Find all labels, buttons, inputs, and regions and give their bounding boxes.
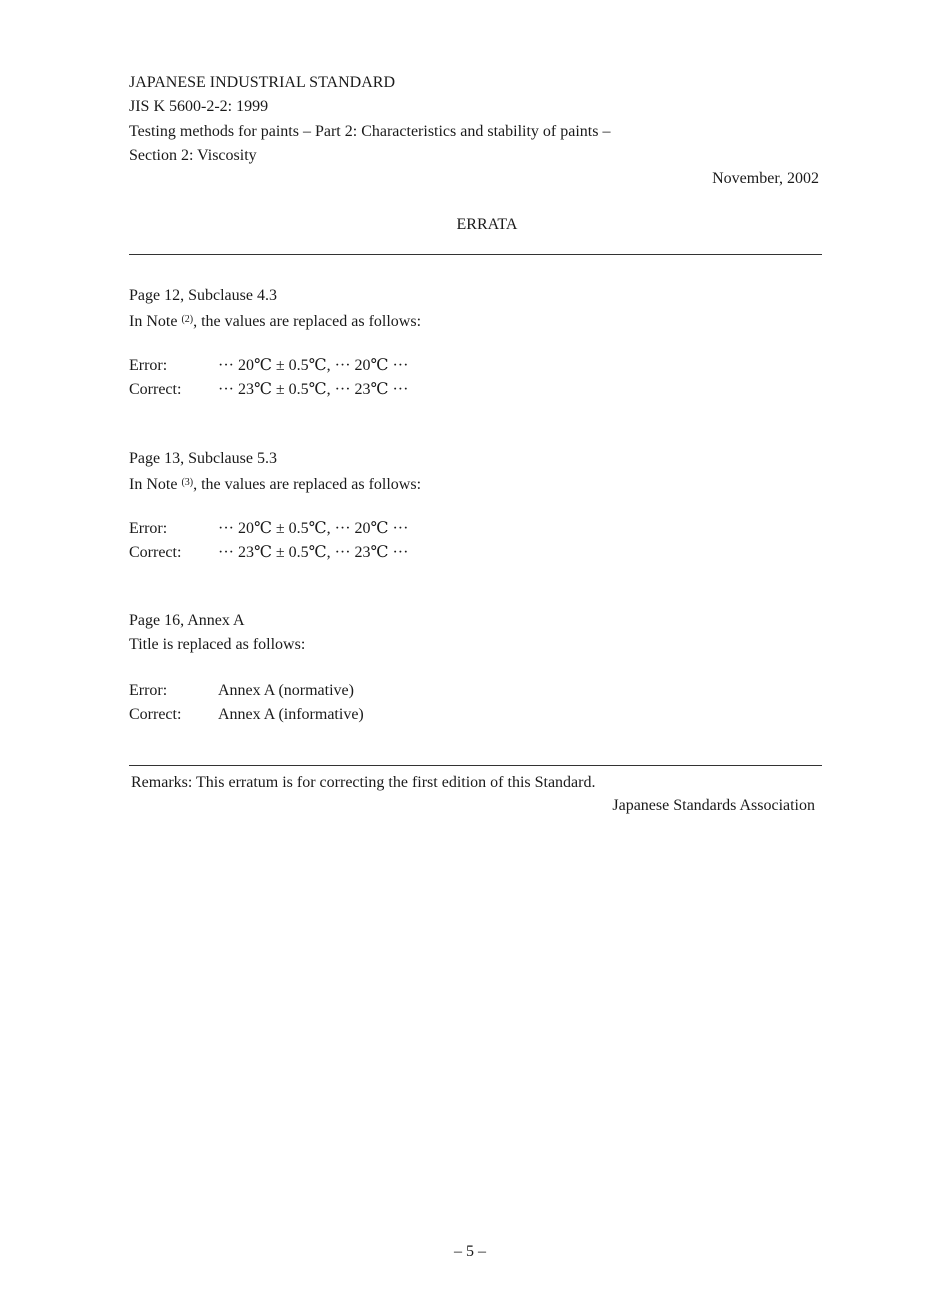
error-value: Annex A (normative) bbox=[218, 682, 354, 699]
correct-value: Annex A (informative) bbox=[218, 706, 364, 723]
entry-description bbox=[129, 310, 421, 332]
error-value: ··· 20℃ ± 0.5℃, ··· 20℃ ··· bbox=[218, 357, 409, 374]
note-reference: (2) bbox=[181, 314, 194, 325]
entry-location: Page 13, Subclause 5.3 bbox=[129, 450, 277, 467]
publisher-name: Japanese Standards Association bbox=[612, 797, 815, 814]
correct-label: Correct: bbox=[129, 544, 182, 561]
top-divider bbox=[129, 254, 822, 255]
error-label: Error: bbox=[129, 682, 168, 699]
standard-title: Testing methods for paints – Part 2: Characteristics and stability of paints – bbox=[129, 123, 611, 140]
remarks-text: Remarks: This erratum is for correcting the first edition of this Standard. bbox=[131, 774, 596, 791]
correct-value: ··· 23℃ ± 0.5℃, ··· 23℃ ··· bbox=[218, 381, 409, 398]
standard-number: JIS K 5600-2-2: 1999 bbox=[129, 98, 269, 115]
bottom-divider bbox=[129, 765, 822, 766]
description-prefix: In Note bbox=[129, 476, 182, 493]
page-number: – 5 – bbox=[454, 1243, 486, 1260]
correct-label: Correct: bbox=[129, 706, 182, 723]
description-prefix: In Note bbox=[129, 313, 182, 330]
description-prefix: Title is replaced as follows: bbox=[129, 636, 306, 653]
standard-section: Section 2: Viscosity bbox=[129, 147, 257, 164]
entry-location: Page 12, Subclause 4.3 bbox=[129, 287, 277, 304]
description-suffix: , the values are replaced as follows: bbox=[193, 313, 422, 330]
entry-description bbox=[129, 473, 421, 495]
entry-location: Page 16, Annex A bbox=[129, 612, 245, 629]
standard-organization: JAPANESE INDUSTRIAL STANDARD bbox=[129, 74, 395, 91]
description-suffix: , the values are replaced as follows: bbox=[193, 476, 422, 493]
issue-date: November, 2002 bbox=[712, 170, 819, 187]
correct-label: Correct: bbox=[129, 381, 182, 398]
error-label: Error: bbox=[129, 520, 168, 537]
correct-value: ··· 23℃ ± 0.5℃, ··· 23℃ ··· bbox=[218, 544, 409, 561]
note-reference: (3) bbox=[181, 477, 194, 488]
error-value: ··· 20℃ ± 0.5℃, ··· 20℃ ··· bbox=[218, 520, 409, 537]
error-label: Error: bbox=[129, 357, 168, 374]
page-title: ERRATA bbox=[456, 216, 518, 233]
entry-description bbox=[129, 635, 305, 655]
